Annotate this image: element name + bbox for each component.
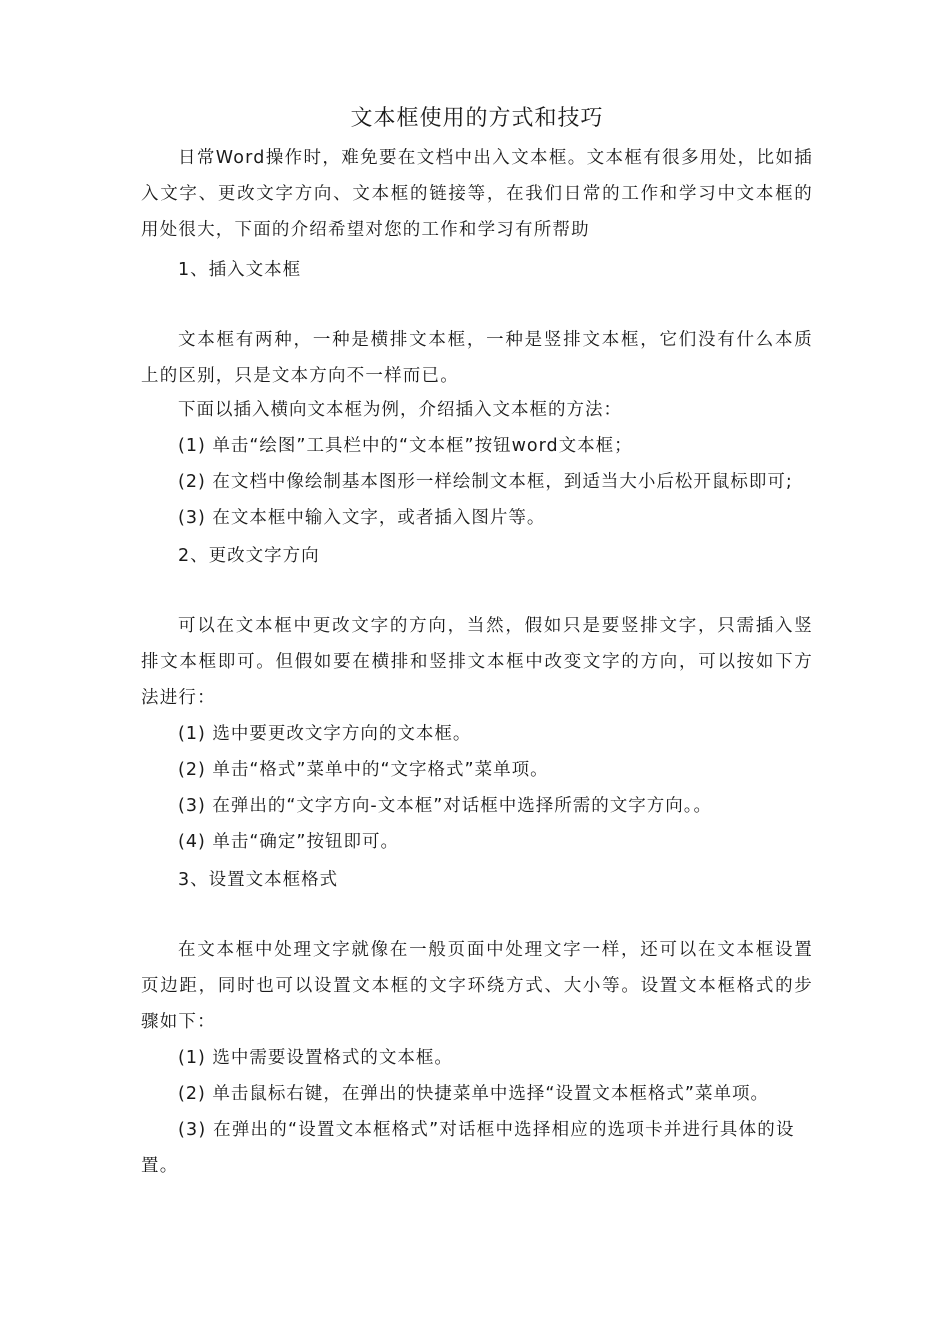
document-title: 文本框使用的方式和技巧 (350, 106, 604, 131)
step-item: (2) 单击“格式”菜单中的“文字格式”菜单项。 (178, 760, 549, 780)
section-insert-textbox (141, 252, 813, 536)
step-item: (1) 选中要更改文字方向的文本框。 (178, 724, 472, 744)
intro-paragraph: 日常Word操作时，难免要在文档中出入文本框。文本框有很多用处，比如插入文字、更改文字方向、文本框的链接等，在我们日常的工作和学习中文本框的用处很大，下面的介绍希望对您的工作和学习有所帮助 (141, 148, 813, 240)
document-body (141, 104, 813, 1184)
step-item: (3) 在文本框中输入文字，或者插入图片等。 (178, 508, 546, 528)
step-item: (1) 选中需要设置格式的文本框。 (178, 1048, 453, 1068)
section-paragraph: 在文本框中处理文字就像在一般页面中处理文字一样，还可以在文本框设置页边距，同时也可以设置文本框的文字环绕方式、大小等。设置文本框格式的步骤如下： (141, 940, 813, 1032)
section-heading: 2、更改文字方向 (178, 546, 320, 566)
step-item: (1) 单击“绘图”工具栏中的“文本框”按钮word文本框； (178, 436, 633, 456)
section-lead: 下面以插入横向文本框为例，介绍插入文本框的方法： (178, 400, 622, 420)
step-item: (2) 在文档中像绘制基本图形一样绘制文本框，到适当大小后松开鼠标即可; (178, 472, 793, 492)
section-change-direction (141, 538, 813, 860)
step-item: (3) 在弹出的“文字方向-文本框”对话框中选择所需的文字方向。。 (178, 796, 713, 816)
section-format-textbox (141, 862, 813, 1184)
step-item: (4) 单击“确定”按钮即可。 (178, 832, 399, 852)
step-item: (2) 单击鼠标右键，在弹出的快捷菜单中选择“设置文本框格式”菜单项。 (178, 1084, 769, 1104)
section-heading: 1、插入文本框 (178, 260, 302, 280)
section-paragraph: 文本框有两种，一种是横排文本框，一种是竖排文本框，它们没有什么本质上的区别，只是文本方向不一样而已。 (141, 330, 813, 386)
section-paragraph: 可以在文本框中更改文字的方向，当然，假如只是要竖排文字，只需插入竖排文本框即可。但假如要在横排和竖排文本框中改变文字的方向，可以按如下方法进行： (141, 616, 813, 708)
step-item: (3) 在弹出的“设置文本框格式”对话框中选择相应的选项卡并进行具体的设置。 (141, 1120, 795, 1176)
section-heading: 3、设置文本框格式 (178, 870, 339, 890)
